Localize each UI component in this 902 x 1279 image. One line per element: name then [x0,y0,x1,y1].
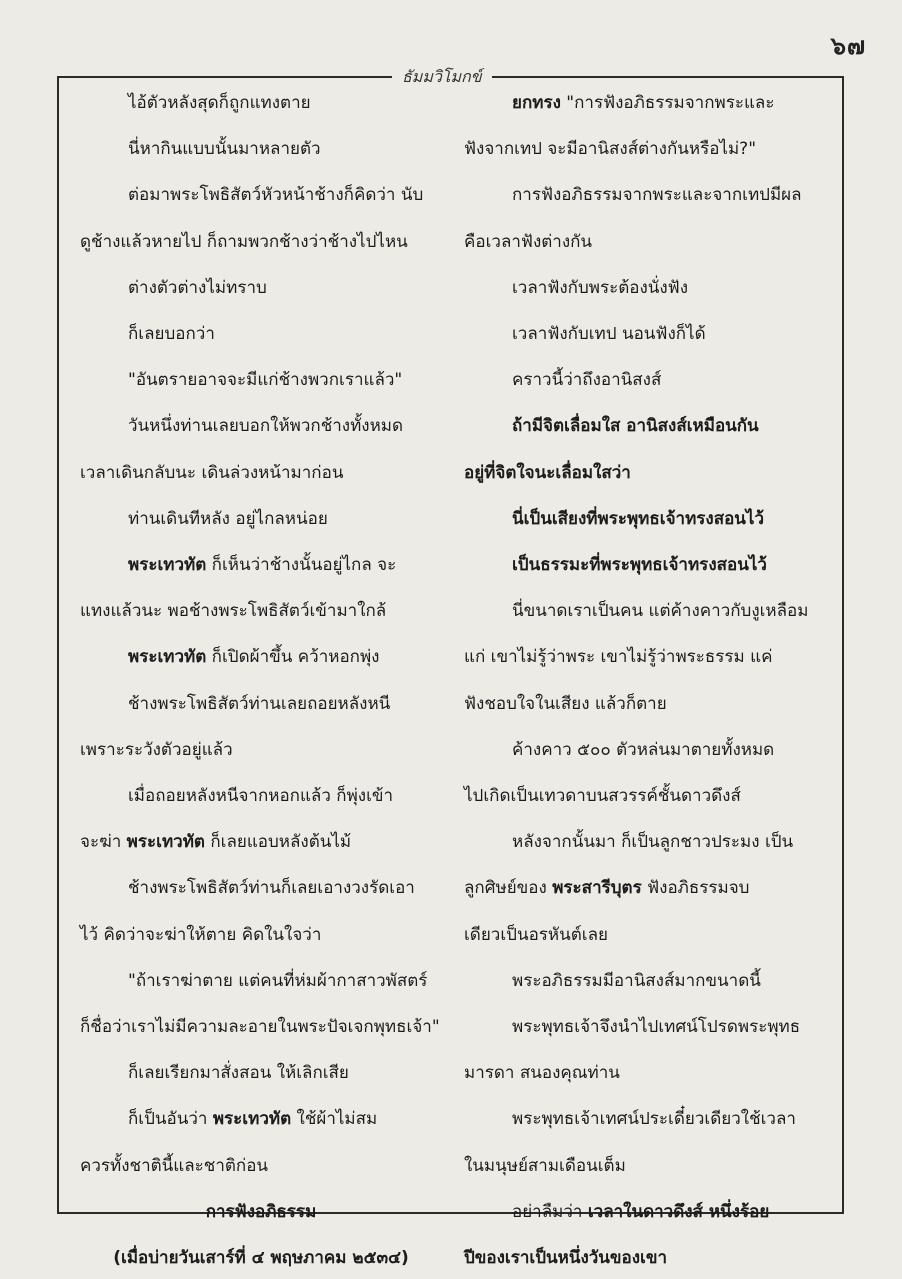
text-line [464,231,592,253]
text-line [464,369,661,391]
text-segment: ก็เป็นอันว่า [128,1109,213,1130]
text-line [464,600,808,622]
text-segment: จะฆ่า [80,832,127,853]
text-line [80,1155,268,1177]
bold-text-segment: พระเทวทัต [212,1109,292,1130]
text-segment: คราวนี้ว่าถึงอานิสงส์ [512,370,662,391]
text-line [80,231,408,253]
text-segment: คือเวลาฟังต่างกัน [464,231,593,252]
text-line [464,1201,769,1223]
text-segment: อย่าลืมว่า [512,1201,588,1222]
text-line [464,554,767,576]
text-line [80,1016,440,1038]
text-line [464,1247,667,1269]
text-line [464,785,741,807]
text-segment: ฟังชอบใจในเสียง แล้วก็ตาย [464,693,667,714]
text-segment: ก็เลยเรียกมาสั่งสอน ให้เลิกเสีย [128,1063,349,1084]
text-segment: "การฟังอภิธรรมจากพระและ [560,93,775,113]
text-segment: ในมนุษย์สามเดือนเต็ม [464,1155,626,1176]
text-line [464,646,772,668]
text-line [80,739,233,761]
running-header-title: ธัมมวิโมกข์ [392,65,492,90]
text-line [464,1016,800,1038]
text-line [80,508,328,530]
text-segment: ลูกศิษย์ของ [464,878,553,899]
bold-text-segment: ถ้ามีจิตเลื่อมใส อานิสงส์เหมือนกัน [512,416,759,437]
text-segment: ก็เห็นว่าช้างนั้นอยู่ไกล จะ [206,555,397,575]
text-segment: เวลาเดินกลับนะ เดินล่วงหน้ามาก่อน [80,462,344,483]
bold-text-segment: เวลาในดาวดึงส์ หนึ่งร้อย [587,1201,770,1222]
text-line [80,646,379,668]
text-segment: เพราะระวังตัวอยู่แล้ว [80,739,233,760]
text-line [464,693,667,715]
text-segment: ก็ชื่อว่าเราไม่มีความละอายในพระปัจเจกพุทธเจ้า" [80,1017,440,1037]
text-segment: เวลาฟังกับพระต้องนั่งฟัง [512,277,689,298]
text-segment: ไปเกิดเป็นเทวดาบนสวรรค์ชั้นดาวดึงส์ [464,786,741,806]
text-line [464,462,631,484]
text-line [80,323,215,345]
text-line [464,323,706,345]
text-line [80,369,402,391]
text-segment: ใช้ผ้าไม่สม [291,1109,378,1130]
bold-text-segment: พระเทวทัต [128,555,207,575]
text-line [80,277,267,299]
text-line [464,1062,620,1084]
bold-text-segment: นี่เป็นเสียงที่พระพุทธเจ้าทรงสอนไว้ [512,508,765,529]
text-segment: การฟังอภิธรรมจากพระและจากเทปมีผล [512,185,802,206]
text-line [464,877,749,899]
text-line [80,970,427,992]
text-segment: ค้างคาว ๕๐๐ ตัวหล่นมาตายทั้งหมด [512,739,775,760]
text-segment: วันหนึ่งท่านเลยบอกให้พวกช้างทั้งหมด [128,416,404,437]
text-line [80,600,386,622]
text-line [80,184,423,206]
text-segment: นี่หากินแบบนั้นมาหลายตัว [128,139,321,160]
text-line [464,415,759,437]
text-line [80,877,415,899]
text-segment: ก็เลยบอกว่า [128,324,215,344]
page-number: ๖๗ [830,32,866,60]
bold-text-segment: พระเทวทัต [126,832,205,853]
text-line [464,1155,626,1177]
text-segment: เวลาฟังกับเทป นอนฟังก็ได้ [512,324,706,344]
bold-text-segment: เป็นธรรมะที่พระพุทธเจ้าทรงสอนไว้ [512,555,767,575]
text-segment: เดียวเป็นอรหันต์เลย [464,924,608,945]
text-line [464,138,756,160]
text-line [80,554,396,576]
text-segment: "อันตรายอาจจะมีแก่ช้างพวกเราแล้ว" [128,370,403,391]
text-segment: ต่างตัวต่างไม่ทราบ [128,277,267,298]
text-line [464,924,608,946]
text-segment: พระพุทธเจ้าจึงนำไปเทศน์โปรดพระพุทธ [512,1017,801,1037]
text-segment: มารดา สนองคุณท่าน [464,1063,620,1084]
text-segment: ควรทั้งชาตินี้และชาติก่อน [80,1155,269,1176]
bold-text-segment: พระเทวทัต [128,647,207,668]
text-segment: พระพุทธเจ้าเทศน์ประเดี๋ยวเดียวใช้เวลา [512,1109,796,1130]
text-line [464,1108,796,1130]
text-segment: ก็เปิดผ้าขึ้น คว้าหอกพุ่ง [206,647,380,668]
text-line [80,785,393,807]
bold-text-segment: การฟังอภิธรรม [205,1201,317,1222]
text-line [80,693,390,715]
text-line [80,1108,377,1130]
text-segment: แทงแล้วนะ พอช้างพระโพธิสัตว์เข้ามาใกล้ [80,601,387,622]
bold-text-segment: พระสารีบุตร [552,878,642,899]
text-segment: ต่อมาพระโพธิสัตว์หัวหน้าช้างก็คิดว่า นับ [128,185,424,206]
text-segment: ฟังจากเทป จะมีอานิสงส์ต่างกันหรือไม่?" [464,139,757,160]
text-segment: ท่านเดินทีหลัง อยู่ไกลหน่อย [128,508,328,529]
text-line [80,462,343,484]
text-line [80,92,311,114]
text-line [464,184,802,206]
text-segment: นี่ขนาดเราเป็นคน แต่ค้างคาวกับงูเหลือม [512,601,809,622]
text-segment: หลังจากนั้นมา ก็เป็นลูกชาวประมง เป็น [512,832,794,853]
text-line [80,1247,442,1269]
text-segment: ไว้ คิดว่าจะฆ่าให้ตาย คิดในใจว่า [80,924,322,945]
bold-text-segment: (เมื่อบ่ายวันเสาร์ที่ ๔ พฤษภาคม ๒๕๓๔) [113,1248,409,1268]
text-segment: ช้างพระโพธิสัตว์ท่านเลยถอยหลังหนี [128,693,391,714]
text-line [80,831,351,853]
text-line [464,92,774,114]
text-segment: ช้างพระโพธิสัตว์ท่านก็เลยเอางวงรัดเอา [128,878,415,899]
text-line [80,1062,349,1084]
text-line [80,924,321,946]
bold-text-segment: ยกทรง [512,93,561,113]
text-line [464,277,688,299]
text-line [80,1201,442,1223]
text-segment: ก็เลยแอบหลังต้นไม้ [204,832,352,853]
text-segment: "ถ้าเราฆ่าตาย แต่คนที่ห่มผ้ากาสาวพัสตร์ [128,970,428,991]
text-segment: ดูช้างแล้วหายไป ก็ถามพวกช้างว่าช้างไปไหน [80,231,408,252]
text-line [464,739,774,761]
text-line [464,831,793,853]
text-segment: ไอ้ตัวหลังสุดก็ถูกแทงตาย [128,93,311,113]
text-segment: พระอภิธรรมมีอานิสงส์มากขนาดนี้ [512,970,761,991]
bold-text-segment: อยู่ที่จิตใจนะเลื่อมใสว่า [464,462,631,483]
text-line [464,970,761,992]
text-segment: เมื่อถอยหลังหนีจากหอกแล้ว ก็พุ่งเข้า [128,786,394,806]
text-line [80,138,321,160]
text-segment: ฟังอภิธรรมจบ [641,878,750,899]
text-line [464,508,764,530]
bold-text-segment: ปีของเราเป็นหนึ่งวันของเขา [464,1248,668,1268]
text-segment: แก่ เขาไม่รู้ว่าพระ เขาไม่รู้ว่าพระธรรม แค่ [464,647,773,668]
text-line [80,415,403,437]
